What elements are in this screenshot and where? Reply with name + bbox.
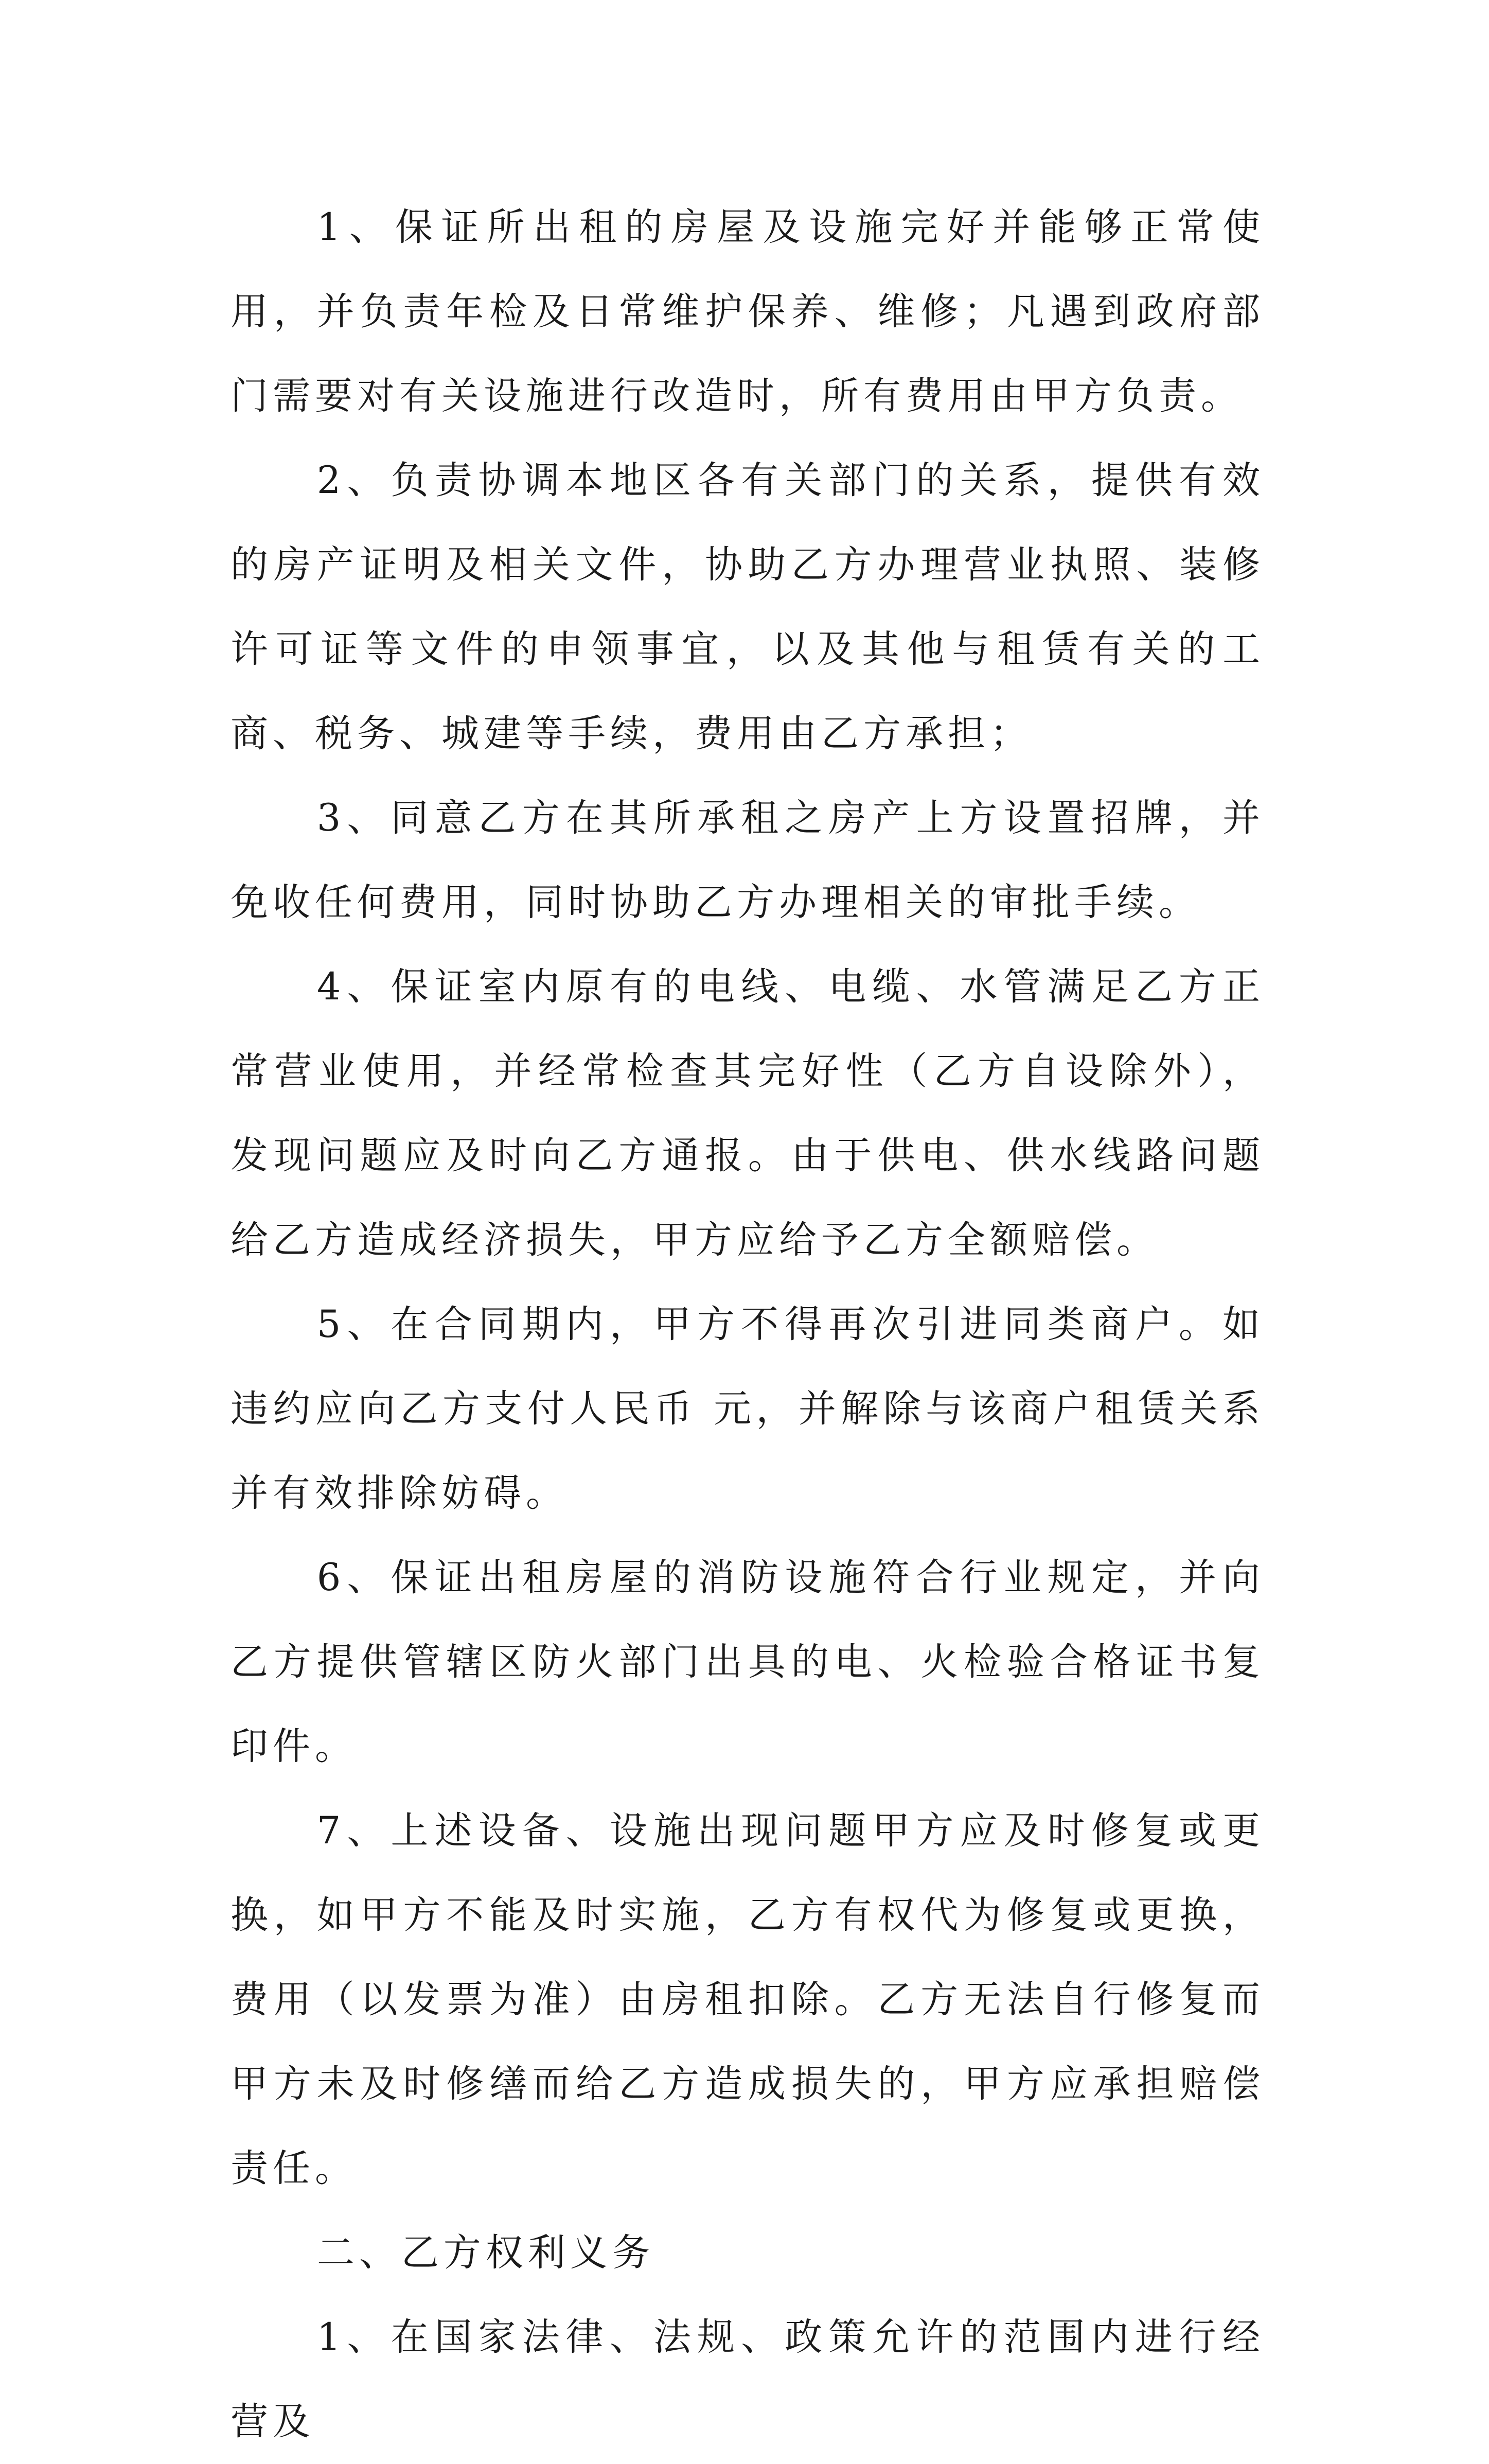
paragraph-lessor-duty-2: 2、负责协调本地区各有关部门的关系，提供有效的房产证明及相关文件，协助乙方办理营业执照、装修许可证等文件的申领事宜，以及其他与租赁有关的工商、税务、城建等手续，费用由乙方承担； xyxy=(231,459,1265,755)
paragraph-lessor-duty-4: 4、保证室内原有的电线、电缆、水管满足乙方正常营业使用，并经常检查其完好性（乙方自设除外），发现问题应及时向乙方通报。由于供电、供水线路问题给乙方造成经济损失，甲方应给予乙方全额赔偿。 xyxy=(231,965,1265,1262)
paragraph-lessor-duty-3: 3、同意乙方在其所承租之房产上方设置招牌，并免收任何费用，同时协助乙方办理相关的审批手续。 xyxy=(231,796,1265,924)
paragraph-lessor-duty-6: 6、保证出租房屋的消防设施符合行业规定，并向乙方提供管辖区防火部门出具的电、火检验合格证书复印件。 xyxy=(231,1556,1265,1768)
paragraph-lessor-duty-7: 7、上述设备、设施出现问题甲方应及时修复或更换，如甲方不能及时实施，乙方有权代为修复或更换，费用（以发票为准）由房租扣除。乙方无法自行修复而甲方未及时修缮而给乙方造成损失的，甲方应承担赔偿责任。 xyxy=(231,1809,1265,2190)
section-heading-lessee-rights: 二、乙方权利义务 xyxy=(316,2231,654,2275)
paragraph-lessee-duty-1: 1、在国家法律、法规、政策允许的范围内进行经营及 xyxy=(231,2315,1265,2443)
paragraph-lessor-duty-1: 1、保证所出租的房屋及设施完好并能够正常使用，并负责年检及日常维护保养、维修；凡遇到政府部门需要对有关设施进行改造时，所有费用由甲方负责。 xyxy=(231,205,1265,418)
document-body xyxy=(231,185,1265,2464)
paragraph-lessor-duty-5: 5、在合同期内，甲方不得再次引进同类商户。如违约应向乙方支付人民币 元，并解除与该商户租赁关系并有效排除妨碍。 xyxy=(231,1303,1265,1515)
